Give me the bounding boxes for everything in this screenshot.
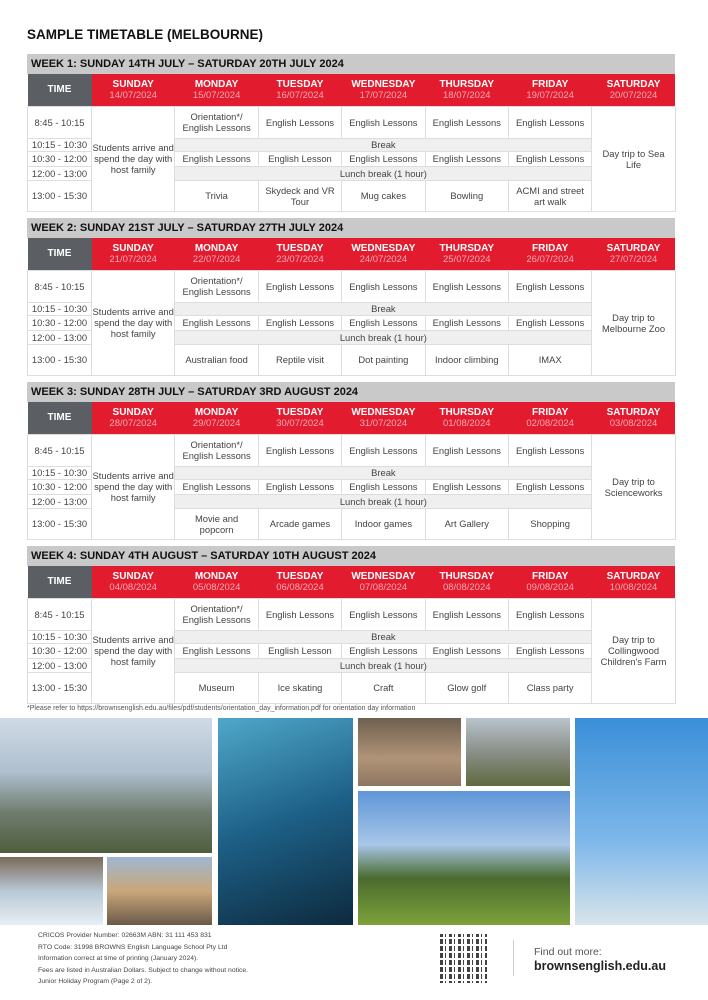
day-date: 30/07/2024 — [276, 417, 324, 429]
activity-cell: English Lessons — [425, 479, 508, 494]
activity-cell: English Lessons — [425, 434, 508, 466]
time-cell: 10:15 - 10:30 — [28, 138, 92, 151]
activity-cell: English Lessons — [508, 643, 591, 658]
activity-cell: Skydeck and VR Tour — [258, 180, 341, 211]
day-name: WEDNESDAY — [351, 78, 416, 90]
break-cell: Break — [175, 630, 592, 643]
day-date: 04/08/2024 — [109, 581, 157, 593]
activity-cell: English Lesson — [258, 151, 341, 166]
day-date: 15/07/2024 — [192, 89, 241, 101]
day-name: WEDNESDAY — [351, 570, 416, 582]
table-row — [28, 106, 676, 138]
qr-code[interactable] — [440, 934, 487, 983]
time-cell: 8:45 - 10:15 — [28, 434, 92, 466]
timetable — [27, 74, 676, 212]
day-header — [425, 402, 508, 434]
day-name: MONDAY — [194, 242, 239, 254]
day-header — [175, 402, 258, 434]
lunch-cell: Lunch break (1 hour) — [175, 658, 592, 672]
table-row — [28, 434, 676, 466]
day-date: 03/08/2024 — [609, 417, 658, 429]
day-header — [258, 402, 341, 434]
day-name: MONDAY — [194, 570, 239, 582]
week-title: WEEK 2: SUNDAY 21ST JULY – SATURDAY 27TH JULY 2024 — [27, 218, 675, 238]
day-header — [175, 238, 258, 270]
day-header — [592, 566, 675, 598]
divider — [513, 940, 514, 976]
time-header: TIME — [28, 402, 92, 434]
activity-cell: IMAX — [508, 344, 591, 375]
day-header — [258, 74, 341, 106]
day-name: THURSDAY — [439, 570, 495, 582]
week-title: WEEK 3: SUNDAY 28TH JULY – SATURDAY 3RD AUGUST 2024 — [27, 382, 675, 402]
week-4-timetable — [27, 546, 675, 704]
timetable — [27, 402, 676, 540]
day-header — [92, 566, 175, 598]
day-date: 10/08/2024 — [609, 581, 658, 593]
activity-cell: Museum — [175, 672, 258, 703]
activity-cell: English Lessons — [342, 598, 425, 630]
photo-ice-skating — [0, 857, 103, 925]
footer-line: Junior Holiday Program (Page 2 of 2). — [38, 978, 153, 985]
time-cell: 12:00 - 13:00 — [28, 166, 92, 180]
time-cell: 10:30 - 12:00 — [28, 315, 92, 330]
table-row — [28, 270, 676, 302]
week-3-timetable — [27, 382, 675, 540]
photo-ferris-wheel — [575, 718, 708, 925]
time-header: TIME — [28, 74, 92, 106]
day-header — [508, 402, 591, 434]
day-date: 17/07/2024 — [359, 89, 408, 101]
day-date: 22/07/2024 — [192, 253, 241, 265]
website-link[interactable]: brownsenglish.edu.au — [534, 959, 666, 973]
day-header — [425, 566, 508, 598]
day-date: 23/07/2024 — [276, 253, 324, 265]
time-cell: 10:15 - 10:30 — [28, 630, 92, 643]
photo-aquarium — [218, 718, 353, 925]
activity-cell: Ice skating — [258, 672, 341, 703]
activity-cell: Arcade games — [258, 508, 341, 539]
saturday-activity: Day trip to Sea Life — [592, 106, 675, 211]
break-cell: Break — [175, 466, 592, 479]
day-header-row — [28, 566, 676, 598]
activity-cell: English Lessons — [425, 270, 508, 302]
activity-cell: English Lessons — [508, 315, 591, 330]
week-2-timetable — [27, 218, 675, 376]
time-cell: 13:00 - 15:30 — [28, 672, 92, 703]
saturday-activity: Day trip to Scienceworks — [592, 434, 675, 539]
activity-cell: Orientation*/ English Lessons — [175, 598, 258, 630]
day-name: TUESDAY — [276, 242, 324, 254]
activity-cell: English Lessons — [508, 270, 591, 302]
day-name: WEDNESDAY — [351, 406, 416, 418]
photo-park — [358, 791, 570, 925]
day-name: THURSDAY — [439, 242, 495, 254]
day-header — [508, 238, 591, 270]
time-cell: 10:30 - 12:00 — [28, 151, 92, 166]
break-cell: Break — [175, 302, 592, 315]
activity-cell: Orientation*/ English Lessons — [175, 270, 258, 302]
day-name: SATURDAY — [606, 78, 661, 90]
time-cell: 13:00 - 15:30 — [28, 344, 92, 375]
activity-cell: Reptile visit — [258, 344, 341, 375]
saturday-activity: Day trip to Melbourne Zoo — [592, 270, 675, 375]
day-name: FRIDAY — [531, 78, 569, 90]
day-header — [425, 238, 508, 270]
table-row — [28, 598, 676, 630]
time-cell: 10:30 - 12:00 — [28, 643, 92, 658]
timetable — [27, 238, 676, 376]
activity-cell: English Lessons — [425, 643, 508, 658]
week-title: WEEK 4: SUNDAY 4TH AUGUST – SATURDAY 10TH AUGUST 2024 — [27, 546, 675, 566]
activity-cell: Shopping — [508, 508, 591, 539]
activity-cell: English Lessons — [508, 151, 591, 166]
activity-cell: English Lessons — [425, 598, 508, 630]
sunday-activity: Students arrive and spend the day with host family — [92, 270, 175, 375]
day-date: 19/07/2024 — [526, 89, 574, 101]
activity-cell: English Lessons — [425, 106, 508, 138]
day-name: WEDNESDAY — [351, 242, 416, 254]
activity-cell: Australian food — [175, 344, 258, 375]
footer-line: CRICOS Provider Number: 02663M ABN: 31 111 453 831 — [38, 932, 212, 939]
week-title: WEEK 1: SUNDAY 14TH JULY – SATURDAY 20TH JULY 2024 — [27, 54, 675, 74]
day-name: SATURDAY — [606, 570, 661, 582]
day-name: THURSDAY — [439, 78, 495, 90]
day-name: FRIDAY — [531, 570, 569, 582]
day-date: 05/08/2024 — [192, 581, 241, 593]
activity-cell: Craft — [342, 672, 425, 703]
footer-line: RTO Code: 31998 BROWNS English Language School Pty Ltd — [38, 943, 228, 951]
activity-cell: Art Gallery — [425, 508, 508, 539]
activity-cell: English Lessons — [508, 434, 591, 466]
activity-cell: English Lessons — [342, 106, 425, 138]
day-header-row — [28, 74, 676, 106]
time-cell: 8:45 - 10:15 — [28, 106, 92, 138]
activity-cell: English Lessons — [175, 151, 258, 166]
day-name: SATURDAY — [606, 242, 661, 254]
lunch-cell: Lunch break (1 hour) — [175, 330, 592, 344]
sunday-activity: Students arrive and spend the day with host family — [92, 434, 175, 539]
day-date: 29/07/2024 — [192, 417, 241, 429]
day-header — [92, 238, 175, 270]
time-cell: 12:00 - 13:00 — [28, 494, 92, 508]
time-cell: 10:30 - 12:00 — [28, 479, 92, 494]
time-cell: 8:45 - 10:15 — [28, 270, 92, 302]
activity-cell: Indoor games — [342, 508, 425, 539]
activity-cell: English Lessons — [425, 151, 508, 166]
activity-cell: English Lessons — [258, 598, 341, 630]
day-name: MONDAY — [194, 406, 239, 418]
day-date: 16/07/2024 — [276, 89, 324, 101]
footer-line: Information correct at time of printing (January 2024). — [38, 955, 199, 962]
time-header: TIME — [28, 566, 92, 598]
activity-cell: English Lessons — [258, 434, 341, 466]
break-cell: Break — [175, 138, 592, 151]
activity-cell: English Lessons — [342, 315, 425, 330]
saturday-activity: Day trip to Collingwood Children's Farm — [592, 598, 675, 703]
day-header — [425, 74, 508, 106]
activity-cell: English Lessons — [342, 434, 425, 466]
day-header-row — [28, 402, 676, 434]
day-header — [175, 566, 258, 598]
activity-cell: Indoor climbing — [425, 344, 508, 375]
lunch-cell: Lunch break (1 hour) — [175, 494, 592, 508]
day-header — [92, 74, 175, 106]
activity-cell: Dot painting — [342, 344, 425, 375]
day-name: THURSDAY — [439, 406, 495, 418]
sunday-activity: Students arrive and spend the day with host family — [92, 598, 175, 703]
time-header: TIME — [28, 238, 92, 270]
activity-cell: ACMI and street art walk — [508, 180, 591, 211]
time-cell: 10:15 - 10:30 — [28, 302, 92, 315]
day-date: 18/07/2024 — [442, 89, 491, 101]
day-date: 14/07/2024 — [109, 89, 157, 101]
day-date: 08/08/2024 — [442, 581, 491, 593]
day-header-row — [28, 238, 676, 270]
day-header — [592, 238, 675, 270]
activity-cell: English Lessons — [342, 270, 425, 302]
day-header — [258, 566, 341, 598]
find-out-more-label: Find out more: — [534, 946, 602, 958]
day-date: 25/07/2024 — [442, 253, 491, 265]
day-header — [508, 74, 591, 106]
activity-cell: Mug cakes — [342, 180, 425, 211]
day-date: 31/07/2024 — [359, 417, 408, 429]
time-cell: 13:00 - 15:30 — [28, 508, 92, 539]
day-date: 09/08/2024 — [526, 581, 574, 593]
day-name: MONDAY — [194, 78, 239, 90]
day-header — [175, 74, 258, 106]
day-header — [92, 402, 175, 434]
page-title: SAMPLE TIMETABLE (MELBOURNE) — [27, 27, 263, 42]
day-date: 20/07/2024 — [609, 89, 658, 101]
day-name: TUESDAY — [276, 570, 324, 582]
week-1-timetable — [27, 54, 675, 212]
activity-cell: English Lessons — [258, 106, 341, 138]
activity-cell: English Lessons — [258, 479, 341, 494]
day-date: 01/08/2024 — [442, 417, 491, 429]
activity-cell: Orientation*/ English Lessons — [175, 434, 258, 466]
photo-tram — [466, 718, 570, 786]
day-name: SATURDAY — [606, 406, 661, 418]
day-date: 07/08/2024 — [359, 581, 408, 593]
day-date: 06/08/2024 — [276, 581, 324, 593]
day-header — [342, 402, 425, 434]
day-name: SUNDAY — [112, 78, 154, 90]
activity-cell: English Lessons — [342, 643, 425, 658]
activity-cell: English Lessons — [425, 315, 508, 330]
day-header — [508, 566, 591, 598]
time-cell: 13:00 - 15:30 — [28, 180, 92, 211]
day-date: 26/07/2024 — [526, 253, 574, 265]
day-date: 27/07/2024 — [609, 253, 658, 265]
activity-cell: English Lesson — [258, 643, 341, 658]
activity-cell: English Lessons — [508, 106, 591, 138]
sunday-activity: Students arrive and spend the day with host family — [92, 106, 175, 211]
activity-cell: Trivia — [175, 180, 258, 211]
day-date: 24/07/2024 — [359, 253, 408, 265]
time-cell: 10:15 - 10:30 — [28, 466, 92, 479]
lunch-cell: Lunch break (1 hour) — [175, 166, 592, 180]
activity-cell: English Lessons — [342, 479, 425, 494]
day-header — [342, 74, 425, 106]
day-name: SUNDAY — [112, 570, 154, 582]
day-date: 02/08/2024 — [526, 417, 574, 429]
time-cell: 12:00 - 13:00 — [28, 330, 92, 344]
activity-cell: Bowling — [425, 180, 508, 211]
activity-cell: English Lessons — [508, 598, 591, 630]
activity-cell: English Lessons — [342, 151, 425, 166]
activity-cell: Orientation*/ English Lessons — [175, 106, 258, 138]
footer-info — [38, 930, 248, 988]
activity-cell: English Lessons — [175, 643, 258, 658]
day-name: TUESDAY — [276, 78, 324, 90]
day-name: SUNDAY — [112, 242, 154, 254]
day-name: TUESDAY — [276, 406, 324, 418]
day-header — [258, 238, 341, 270]
activity-cell: English Lessons — [175, 315, 258, 330]
day-date: 28/07/2024 — [109, 417, 157, 429]
time-cell: 8:45 - 10:15 — [28, 598, 92, 630]
day-name: FRIDAY — [531, 406, 569, 418]
timetable — [27, 566, 676, 704]
day-header — [342, 238, 425, 270]
day-name: SUNDAY — [112, 406, 154, 418]
activity-cell: English Lessons — [258, 270, 341, 302]
orientation-note: *Please refer to https://brownsenglish.edu.au/files/pdf/students/orientation_day_information.pdf for orientation day information — [27, 705, 416, 712]
photo-city-skyline — [0, 718, 212, 853]
activity-cell: Class party — [508, 672, 591, 703]
time-cell: 12:00 - 13:00 — [28, 658, 92, 672]
day-header — [342, 566, 425, 598]
photo-station — [107, 857, 212, 925]
activity-cell: English Lessons — [258, 315, 341, 330]
day-date: 21/07/2024 — [109, 253, 157, 265]
photo-kangaroos — [358, 718, 461, 786]
activity-cell: English Lessons — [175, 479, 258, 494]
activity-cell: English Lessons — [508, 479, 591, 494]
activity-cell: Glow golf — [425, 672, 508, 703]
footer-line: Fees are listed in Australian Dollars. Subject to change without notice. — [38, 966, 249, 974]
day-name: FRIDAY — [531, 242, 569, 254]
activity-cell: Movie and popcorn — [175, 508, 258, 539]
day-header — [592, 402, 675, 434]
day-header — [592, 74, 675, 106]
